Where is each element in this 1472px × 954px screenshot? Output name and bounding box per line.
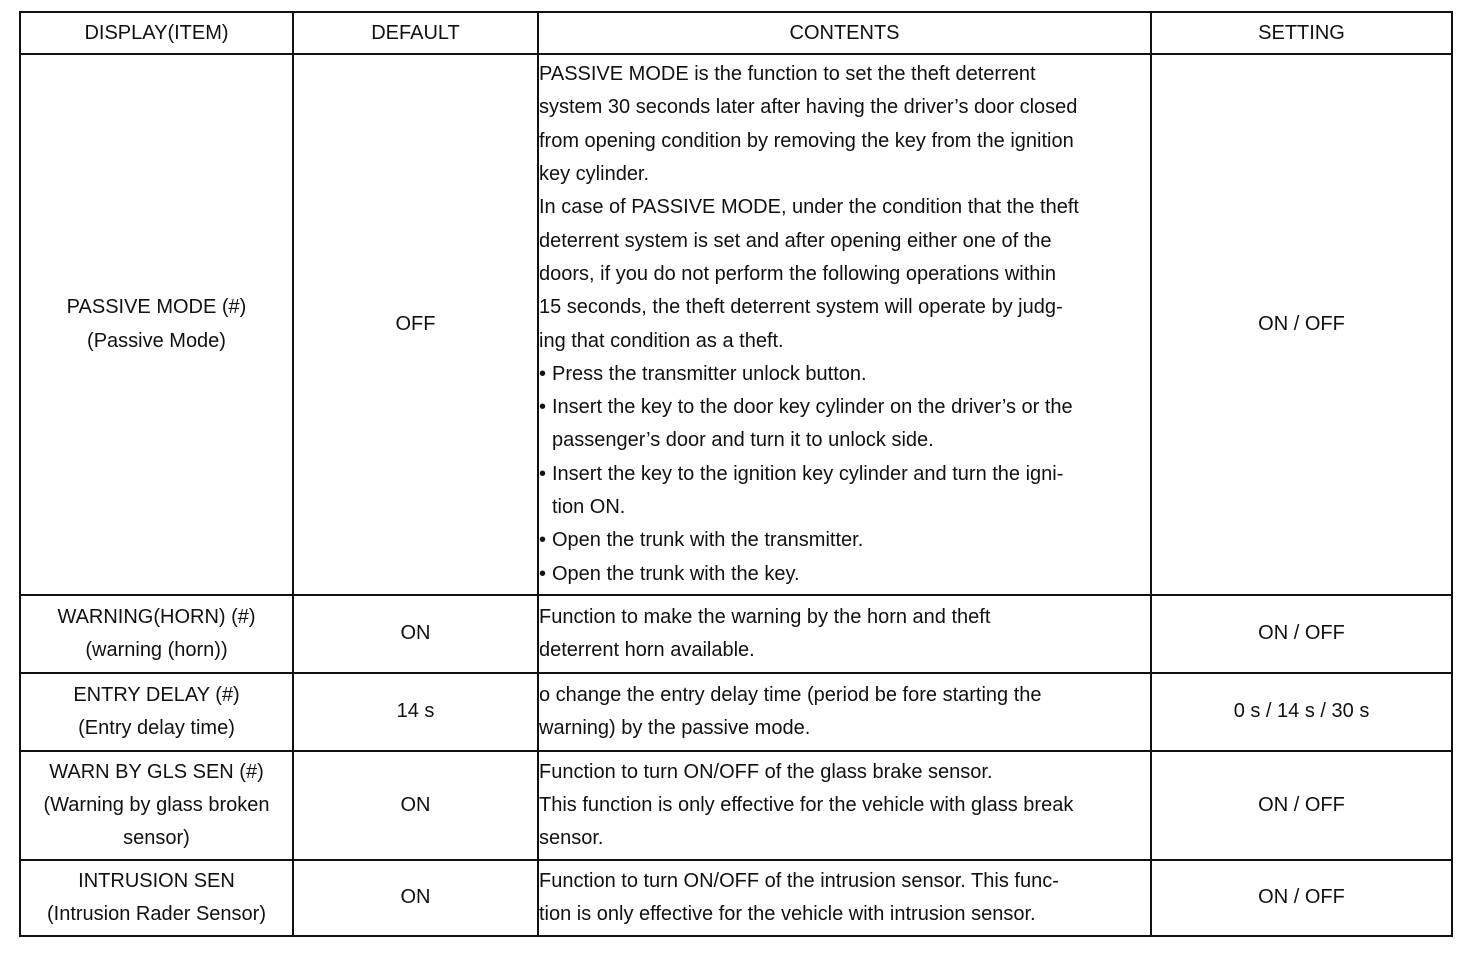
default-value: ON: [293, 751, 538, 860]
bullet-item: [539, 358, 1150, 391]
bullet-text: • Insert the key to the ignition key cylinder and turn the igni-: [552, 462, 1064, 485]
contents-cell: [538, 860, 1151, 936]
setting-value: ON / OFF: [1151, 54, 1452, 595]
item-description: (Passive Mode): [87, 329, 226, 352]
bullet-text: • Insert the key to the door key cylinder on the driver’s or the: [552, 396, 1073, 419]
bullet-item: [539, 391, 1150, 458]
contents-line: Function to turn ON/OFF of the glass brake sensor.: [539, 760, 993, 783]
header-row: [20, 12, 1452, 54]
contents-line: sensor.: [539, 827, 604, 850]
table-row-intrusion-sen: [20, 860, 1452, 936]
bullet-item: [539, 524, 1150, 557]
item-cell: [20, 54, 293, 595]
default-value: ON: [293, 595, 538, 673]
contents-line: key cylinder.: [539, 163, 650, 186]
item-description: (Entry delay time): [78, 717, 235, 739]
setting-value: ON / OFF: [1151, 595, 1452, 673]
contents-line: doors, if you do not perform the following operations within: [539, 262, 1056, 285]
item-description: (warning (horn)): [85, 639, 228, 661]
default-value: ON: [293, 860, 538, 936]
header-contents: CONTENTS: [538, 12, 1151, 54]
item-name: WARNING(HORN) (#): [57, 605, 256, 628]
item-name: PASSIVE MODE (#): [66, 296, 247, 319]
setting-value: 0 s / 14 s / 30 s: [1151, 673, 1452, 751]
setting-value: ON / OFF: [1151, 751, 1452, 860]
table-row-warning-horn: [20, 595, 1452, 673]
table-row-passive-mode: [20, 54, 1452, 595]
contents-line: from opening condition by removing the key from the ignition: [539, 129, 1074, 152]
bullet-item: [539, 458, 1150, 525]
contents-line: In case of PASSIVE MODE, under the condition that the theft: [539, 196, 1079, 219]
table-row-entry-delay: [20, 673, 1452, 751]
item-description: sensor): [123, 827, 190, 850]
item-description: (Warning by glass broken: [43, 793, 270, 816]
contents-line: This function is only effective for the vehicle with glass break: [539, 793, 1074, 816]
contents-line: system 30 seconds later after having the driver’s door closed: [539, 96, 1078, 119]
contents-line: Function to turn ON/OFF of the intrusion sensor. This func-: [539, 869, 1059, 892]
bullet-item: [539, 558, 1150, 591]
item-name: ENTRY DELAY (#): [73, 683, 240, 706]
item-description: (Intrusion Rader Sensor): [47, 903, 266, 925]
item-cell: [20, 751, 293, 860]
contents-cell: [538, 54, 1151, 595]
contents-line: tion is only effective for the vehicle with intrusion sensor.: [539, 903, 1036, 925]
bullet-text: • Press the transmitter unlock button.: [552, 362, 867, 385]
default-value: 14 s: [293, 673, 538, 751]
item-name: WARN BY GLS SEN (#): [49, 760, 264, 783]
contents-line: PASSIVE MODE is the function to set the theft deterrent: [539, 63, 1036, 86]
item-cell: [20, 860, 293, 936]
contents-line: warning) by the passive mode.: [539, 717, 811, 739]
contents-line: deterrent horn available.: [539, 639, 755, 661]
contents-line: o change the entry delay time (period be fore starting the: [539, 683, 1042, 706]
table-row-warn-by-gls-sen: [20, 751, 1452, 860]
bullet-text: • Open the trunk with the key.: [552, 562, 800, 585]
contents-line: deterrent system is set and after opening either one of the: [539, 229, 1052, 252]
item-cell: [20, 595, 293, 673]
bullet-text: tion ON.: [552, 495, 626, 518]
header-setting: SETTING: [1151, 12, 1452, 54]
bullet-text: passenger’s door and turn it to unlock side.: [552, 429, 934, 452]
header-display-item: DISPLAY(ITEM): [20, 12, 293, 54]
default-value: OFF: [293, 54, 538, 595]
contents-cell: [538, 595, 1151, 673]
contents-line: 15 seconds, the theft deterrent system will operate by judg-: [539, 296, 1063, 319]
contents-cell: [538, 751, 1151, 860]
item-name: INTRUSION SEN: [78, 869, 235, 892]
settings-table: [19, 11, 1453, 937]
contents-line: Function to make the warning by the horn and theft: [539, 605, 991, 628]
setting-value: ON / OFF: [1151, 860, 1452, 936]
contents-cell: [538, 673, 1151, 751]
bullet-text: • Open the trunk with the transmitter.: [552, 529, 864, 552]
header-default: DEFAULT: [293, 12, 538, 54]
contents-line: ing that condition as a theft.: [539, 329, 784, 352]
item-cell: [20, 673, 293, 751]
